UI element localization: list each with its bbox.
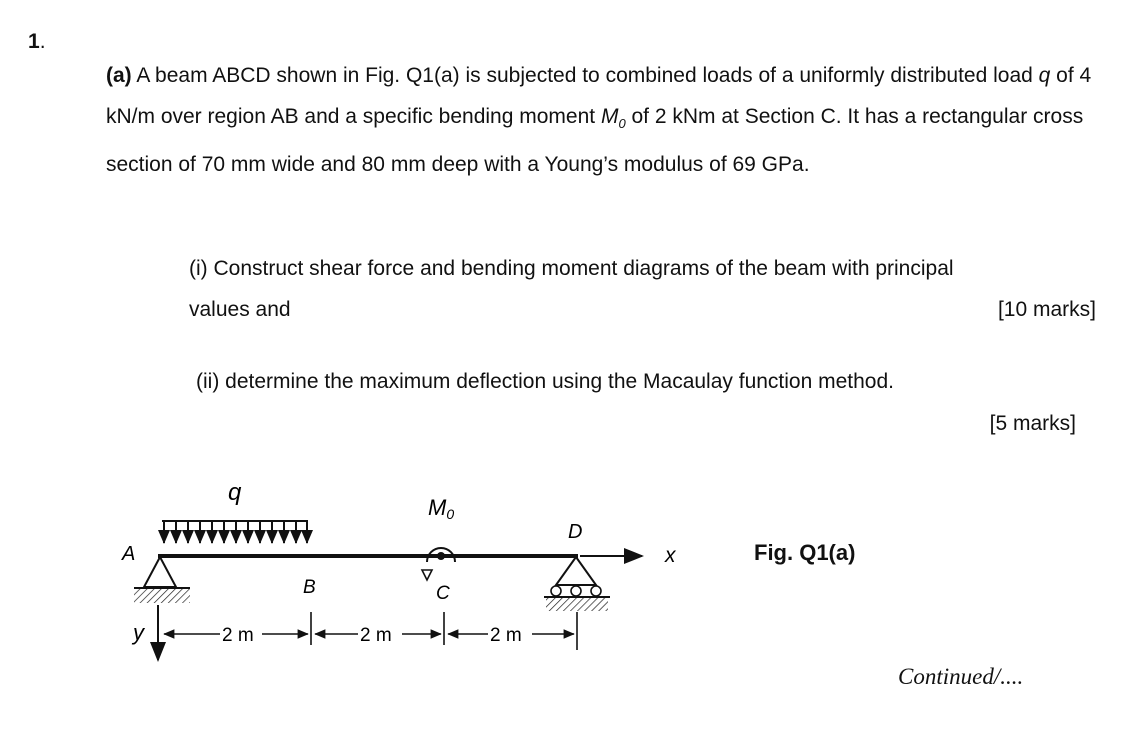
part-a-text-2: of 4 kN/m over region AB and a specific bending moment xyxy=(106,64,1092,128)
distributed-load-arrows xyxy=(162,521,308,543)
continued-note: Continued/.... xyxy=(898,664,1024,689)
part-a-text-3: of 2 kNm at Section C. It has a rectangular cross section of 70 mm wide and 80 mm deep with a Young’s modulus of 69 GPa. xyxy=(106,105,1084,177)
moment-label: M0 xyxy=(428,495,455,522)
q-label: q xyxy=(228,479,242,506)
figure-caption: Fig. Q1(a) xyxy=(754,540,856,565)
point-c-label: C xyxy=(436,583,450,604)
roller-support-d xyxy=(544,557,610,611)
x-axis-label: x xyxy=(665,544,676,567)
m-symbol: $M_0$ xyxy=(600,105,626,132)
moment-symbol-c xyxy=(422,548,455,580)
sub-i-line2: values and xyxy=(189,298,291,321)
dimension-ab: 2 m xyxy=(222,625,254,646)
sub-ii-marks: [5 marks] xyxy=(989,412,1076,435)
sub-i-line1: (i) Construct shear force and bending moment diagrams of the beam with principal xyxy=(189,257,954,280)
part-a-label: (a) xyxy=(106,64,132,87)
sub-ii-line1: (ii) determine the maximum deflection using the Macaulay function method. xyxy=(196,370,895,393)
part-a-text-1: A beam ABCD shown in Fig. Q1(a) is subjected to combined loads of a uniformly distributed load xyxy=(131,64,1039,87)
y-axis-label: y xyxy=(133,620,144,645)
point-b-label: B xyxy=(303,577,316,598)
sub-i-marks: [10 marks] xyxy=(997,298,1096,321)
point-d-label: D xyxy=(568,521,583,543)
dimension-bc: 2 m xyxy=(360,625,392,646)
pin-support-a xyxy=(134,557,190,603)
question-number: 1. xyxy=(28,30,46,53)
q-symbol: q xyxy=(1038,64,1051,87)
point-a-label: A xyxy=(122,543,136,565)
dimension-cd: 2 m xyxy=(490,625,522,646)
